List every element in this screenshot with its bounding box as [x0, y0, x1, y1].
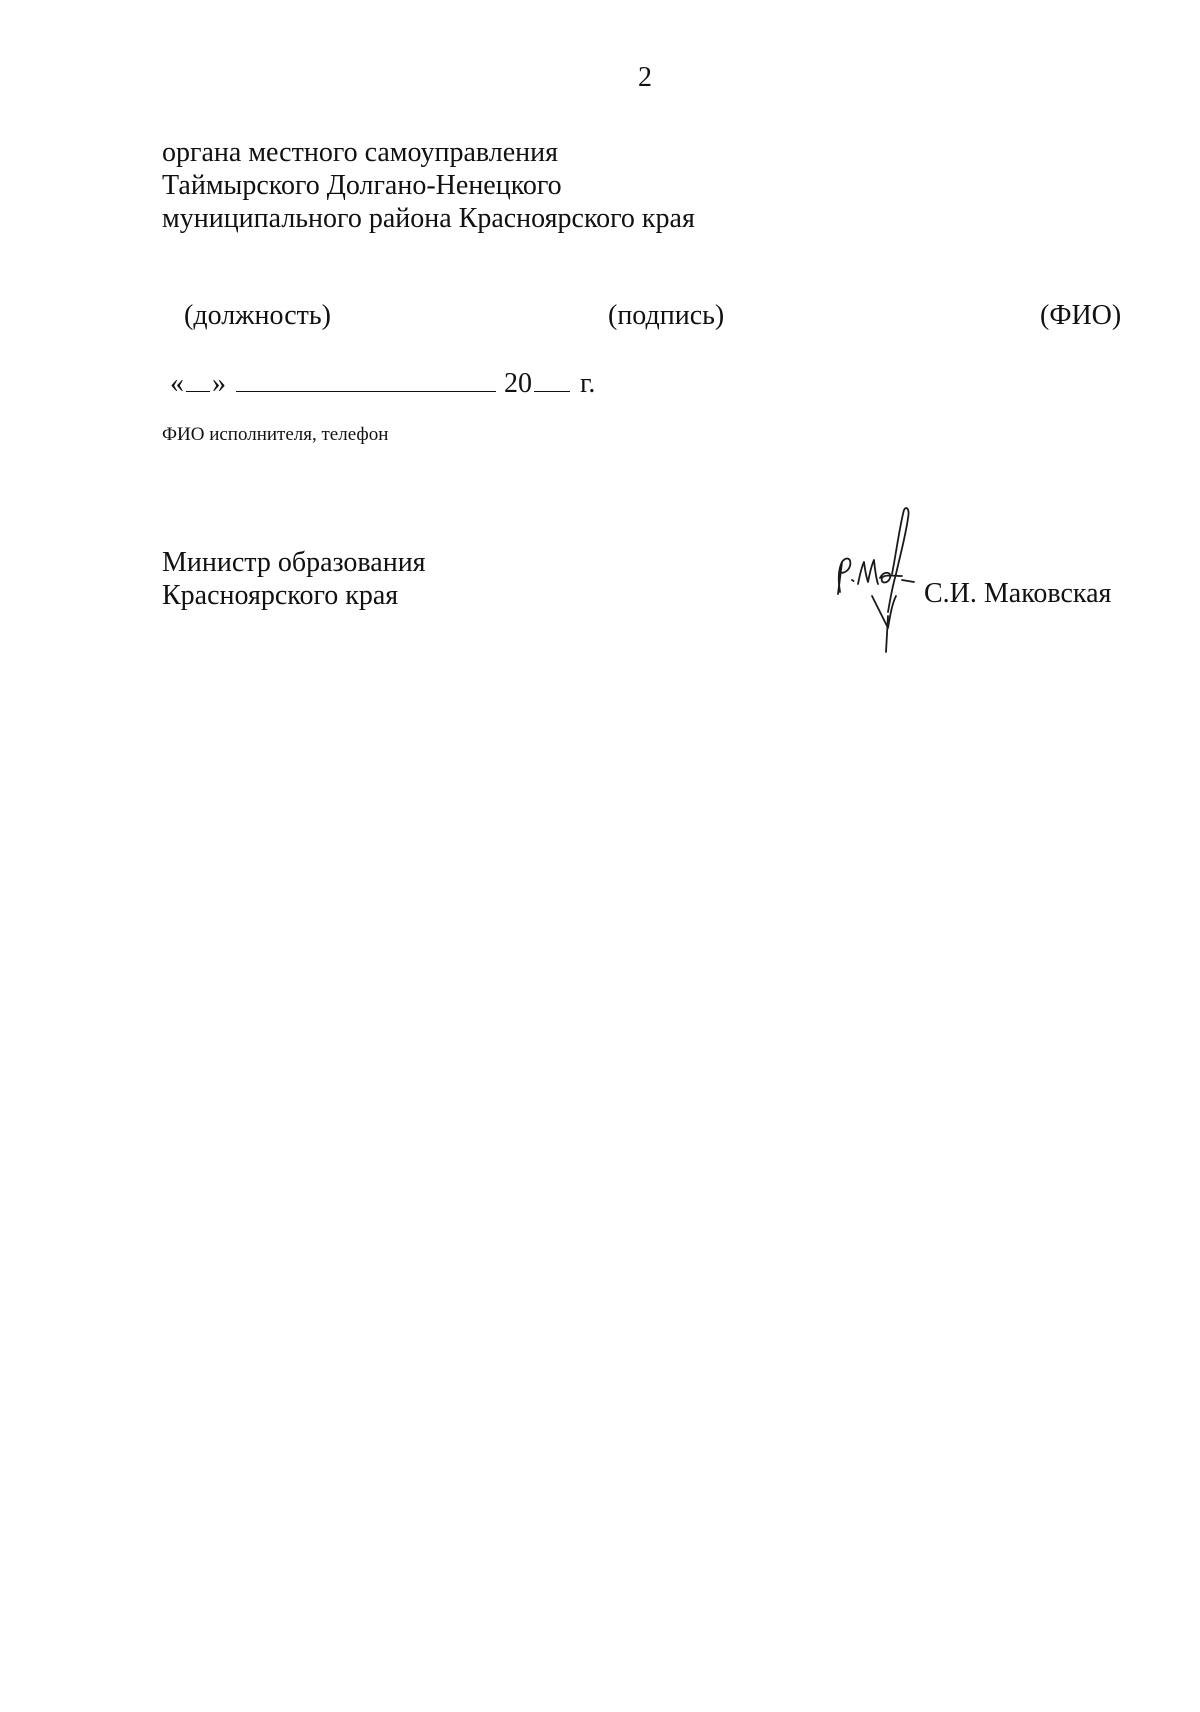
date-year-suffix: г. [580, 368, 596, 399]
page-number: 2 [638, 62, 652, 93]
date-day-blank [186, 367, 210, 392]
organization-block [162, 136, 695, 235]
minister-title-line: Министр образования [162, 547, 426, 578]
caption-position: (должность) [184, 300, 331, 331]
date-close-quote: » [212, 368, 226, 399]
date-year-blank [534, 367, 570, 392]
date-open-quote: « [170, 368, 184, 399]
handwritten-signature [832, 504, 928, 654]
minister-title-line: Красноярского края [162, 580, 399, 611]
date-line [170, 367, 595, 400]
date-year-prefix: 20 [504, 368, 532, 399]
organization-line: Таймырского Долгано-Ненецкого [162, 170, 562, 201]
organization-line: муниципального района Красноярского края [162, 203, 695, 234]
signatory-name: С.И. Маковская [924, 578, 1112, 609]
date-month-blank [236, 367, 496, 392]
executor-note: ФИО исполнителя, телефон [162, 424, 389, 445]
minister-title-block [162, 546, 426, 612]
caption-name: (ФИО) [1040, 300, 1122, 331]
organization-line: органа местного самоуправления [162, 137, 558, 168]
caption-signature: (подпись) [608, 300, 725, 331]
